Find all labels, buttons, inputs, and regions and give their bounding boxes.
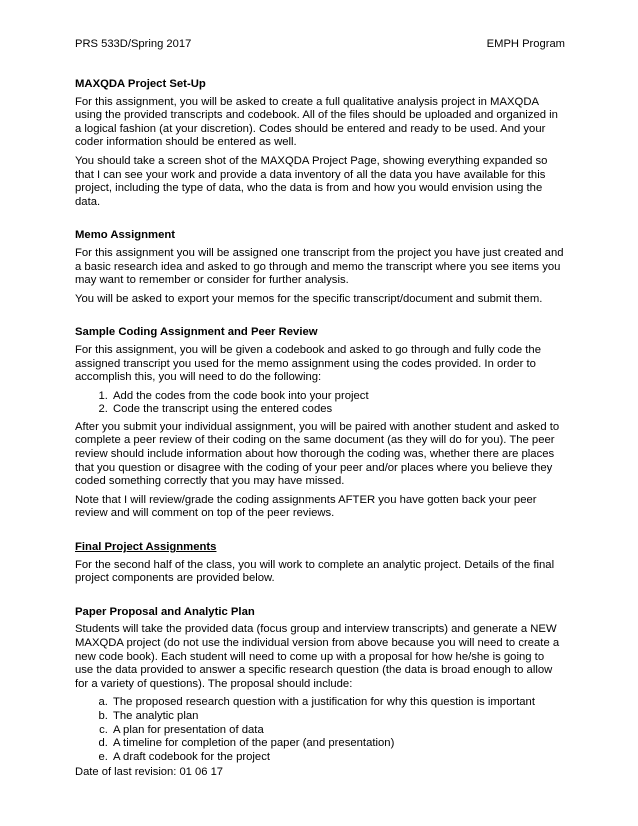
paragraph: You will be asked to export your memos for the specific transcript/document and submit them. xyxy=(75,292,543,305)
list-item: c. A plan for presentation of data xyxy=(111,724,565,738)
course-code: PRS 533D/Spring 2017 xyxy=(75,38,192,50)
section-project-setup xyxy=(75,78,565,209)
paragraph: Note that I will review/grade the coding assignments AFTER you have gotten back your peer review and will comment on top of the peer reviews. xyxy=(75,493,537,520)
numbered-list xyxy=(75,390,565,417)
section-heading: Memo Assignment xyxy=(75,229,176,242)
section-heading: Sample Coding Assignment and Peer Review xyxy=(75,326,318,339)
lettered-list xyxy=(75,696,565,764)
section-heading: Final Project Assignments xyxy=(75,541,217,554)
paragraph: For this assignment, you will be asked to create a full qualitative analysis project in MAXQDA using the provided transcripts and codebook. All of the files should be uploaded and organized in a logical fashion (at your discretion). Codes should be entered and ready to be used. And your coder information should be entered as well. xyxy=(75,95,558,149)
program-name: EMPH Program xyxy=(486,38,565,50)
paragraph: After you submit your individual assignment, you will be paired with another student and asked to complete a peer review of their coding on the same document (as they will do for you). The peer review should include information about how thorough the coding was, whether there are places that you question or disagree with the coding of your peer and/or places where you believe they coded something correctly that you may have missed. xyxy=(75,420,560,488)
paragraph: For the second half of the class, you will work to complete an analytic project. Details of the final project components are provided below. xyxy=(75,558,555,585)
section-paper-proposal xyxy=(75,606,565,765)
list-item: b. The analytic plan xyxy=(111,710,565,724)
list-item: 1. Add the codes from the code book into your project xyxy=(111,390,565,404)
section-final-project xyxy=(75,541,565,586)
revision-date: Date of last revision: 01 06 17 xyxy=(75,766,224,778)
section-memo-assignment xyxy=(75,229,565,306)
section-heading: MAXQDA Project Set-Up xyxy=(75,78,206,90)
list-item: d. A timeline for completion of the paper (and presentation) xyxy=(111,737,565,751)
section-coding-peer-review xyxy=(75,326,565,521)
section-heading: Paper Proposal and Analytic Plan xyxy=(75,605,255,618)
paragraph: You should take a screen shot of the MAXQDA Project Page, showing everything expanded so that I can see your work and provide a data inventory of all the data you have available for this project, including the type of data, who the data is from and how you would envision using the data. xyxy=(75,154,548,208)
list-item: a. The proposed research question with a justification for why this question is important xyxy=(111,696,565,710)
document-body xyxy=(75,78,565,784)
list-item: 2. Code the transcript using the entered codes xyxy=(111,403,565,417)
list-item: e. A draft codebook for the project xyxy=(111,751,565,765)
paragraph: For this assignment you will be assigned one transcript from the project you have just created and a basic research idea and asked to go through and memo the transcript where you see items you may want to remember or consider for further analysis. xyxy=(75,246,564,287)
paragraph: For this assignment, you will be given a codebook and asked to go through and fully code the assigned transcript you used for the memo assignment using the codes provided. In order to accomplish this, you will need to do the following: xyxy=(75,343,541,384)
paragraph: Students will take the provided data (focus group and interview transcripts) and generate a NEW MAXQDA project (do not use the individual version from above because you will need to create a new code book). Each student will need to come up with a proposal for how he/she is going to use the data provided to answer a specific research question (the data is broad enough to allow for a variety of questions). The proposal should include: xyxy=(75,623,560,690)
